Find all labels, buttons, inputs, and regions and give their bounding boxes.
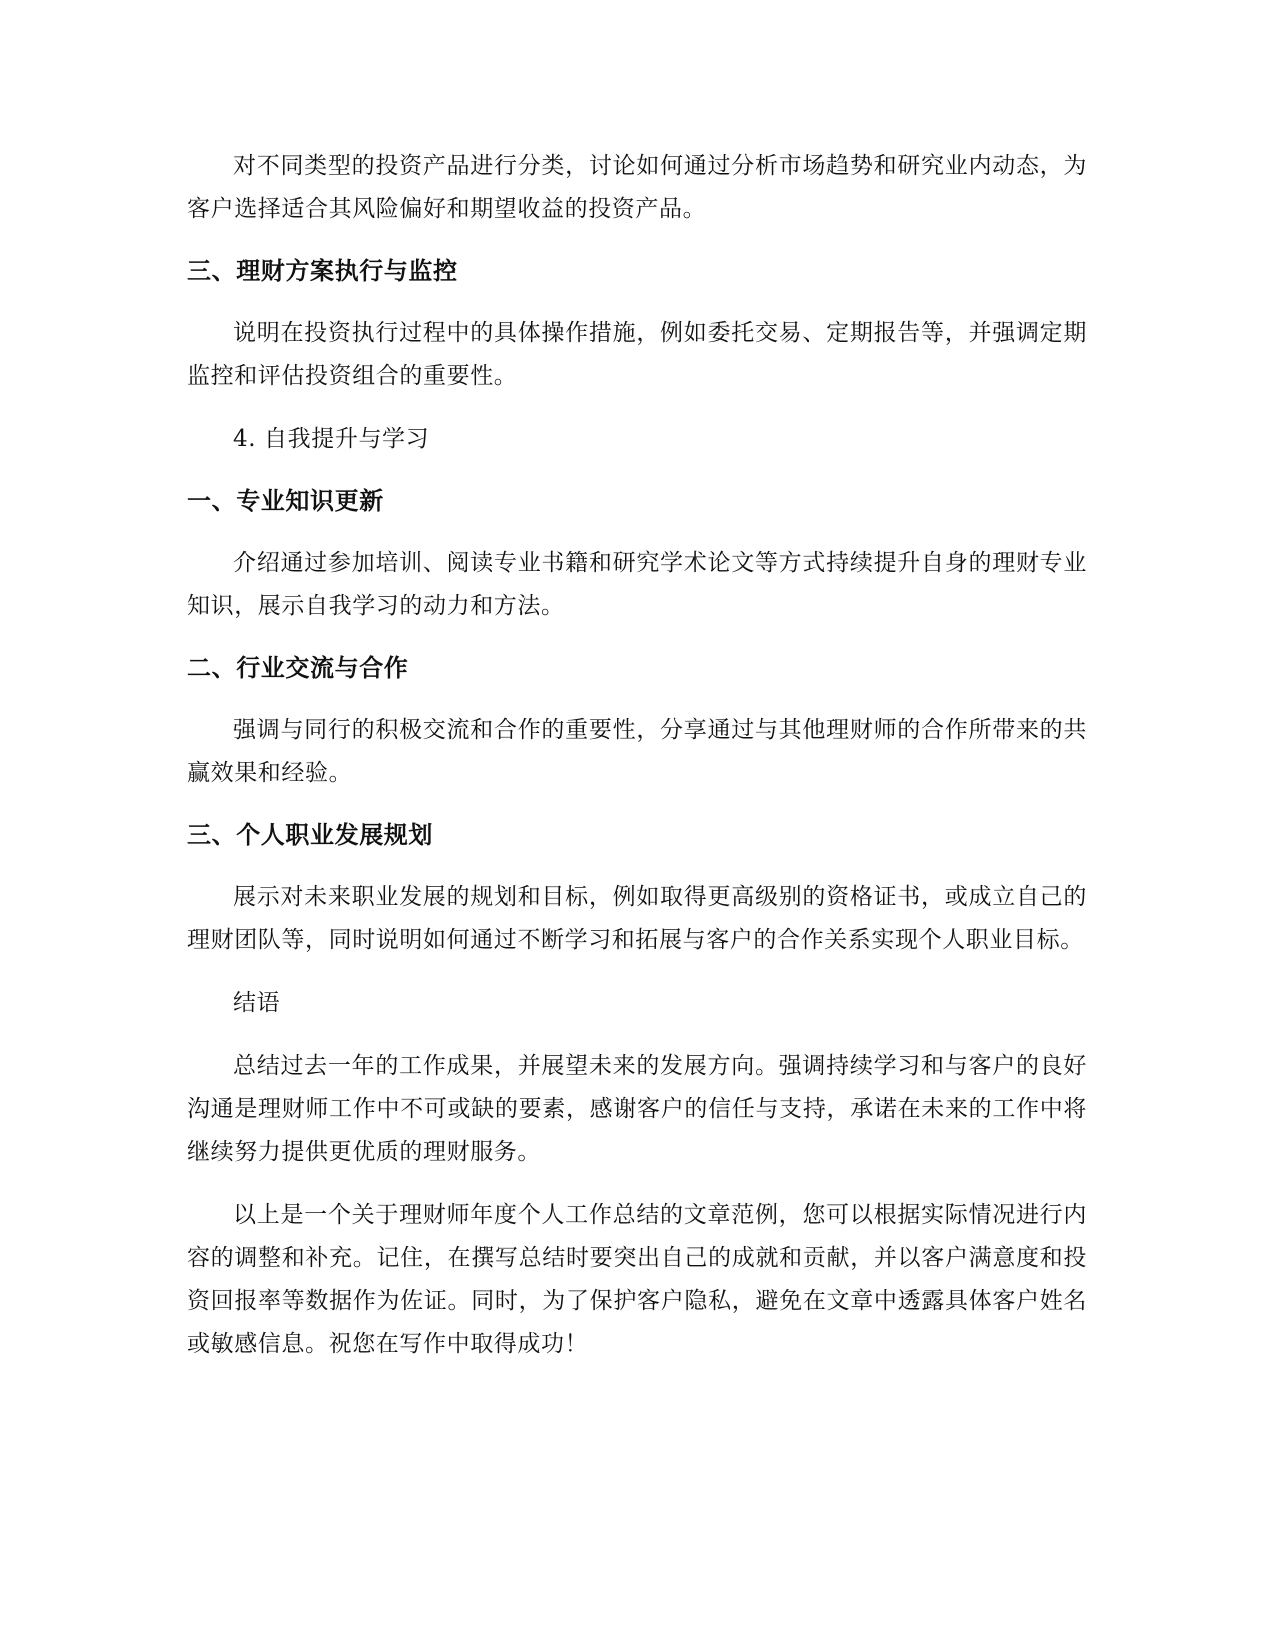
paragraph-knowledge-update: 介绍通过参加培训、阅读专业书籍和研究学术论文等方式持续提升自身的理财专业知识，展示自我学习的动力和方法。	[187, 550, 1087, 619]
heading-career-plan: 三、个人职业发展规划	[187, 821, 433, 849]
section-conclusion: 结语	[233, 990, 281, 1016]
heading-industry-exchange: 二、行业交流与合作	[187, 654, 409, 682]
heading-plan-execution: 三、理财方案执行与监控	[187, 257, 458, 285]
heading-knowledge-update: 一、专业知识更新	[187, 487, 384, 515]
paragraph-career-plan: 展示对未来职业发展的规划和目标，例如取得更高级别的资格证书，或成立自己的理财团队等，同时说明如何通过不断学习和拓展与客户的合作关系实现个人职业目标。	[187, 884, 1087, 953]
paragraph-execution-measures: 说明在投资执行过程中的具体操作措施，例如委托交易、定期报告等，并强调定期监控和评估投资组合的重要性。	[187, 320, 1087, 389]
paragraph-industry-exchange: 强调与同行的积极交流和合作的重要性，分享通过与其他理财师的合作所带来的共赢效果和经验。	[187, 717, 1087, 786]
document-body	[187, 145, 1087, 1386]
section-self-improvement: 4. 自我提升与学习	[233, 426, 430, 452]
paragraph-investment-products: 对不同类型的投资产品进行分类，讨论如何通过分析市场趋势和研究业内动态，为客户选择适合其风险偏好和期望收益的投资产品。	[187, 153, 1087, 222]
paragraph-closing-note: 以上是一个关于理财师年度个人工作总结的文章范例，您可以根据实际情况进行内容的调整和补充。记住，在撰写总结时要突出自己的成就和贡献，并以客户满意度和投资回报率等数据作为佐证。同时，为了保护客户隐私，避免在文章中透露具体客户姓名或敏感信息。祝您在写作中取得成功！	[187, 1202, 1087, 1357]
paragraph-conclusion: 总结过去一年的工作成果，并展望未来的发展方向。强调持续学习和与客户的良好沟通是理财师工作中不可或缺的要素，感谢客户的信任与支持，承诺在未来的工作中将继续努力提供更优质的理财服务。	[187, 1053, 1087, 1165]
